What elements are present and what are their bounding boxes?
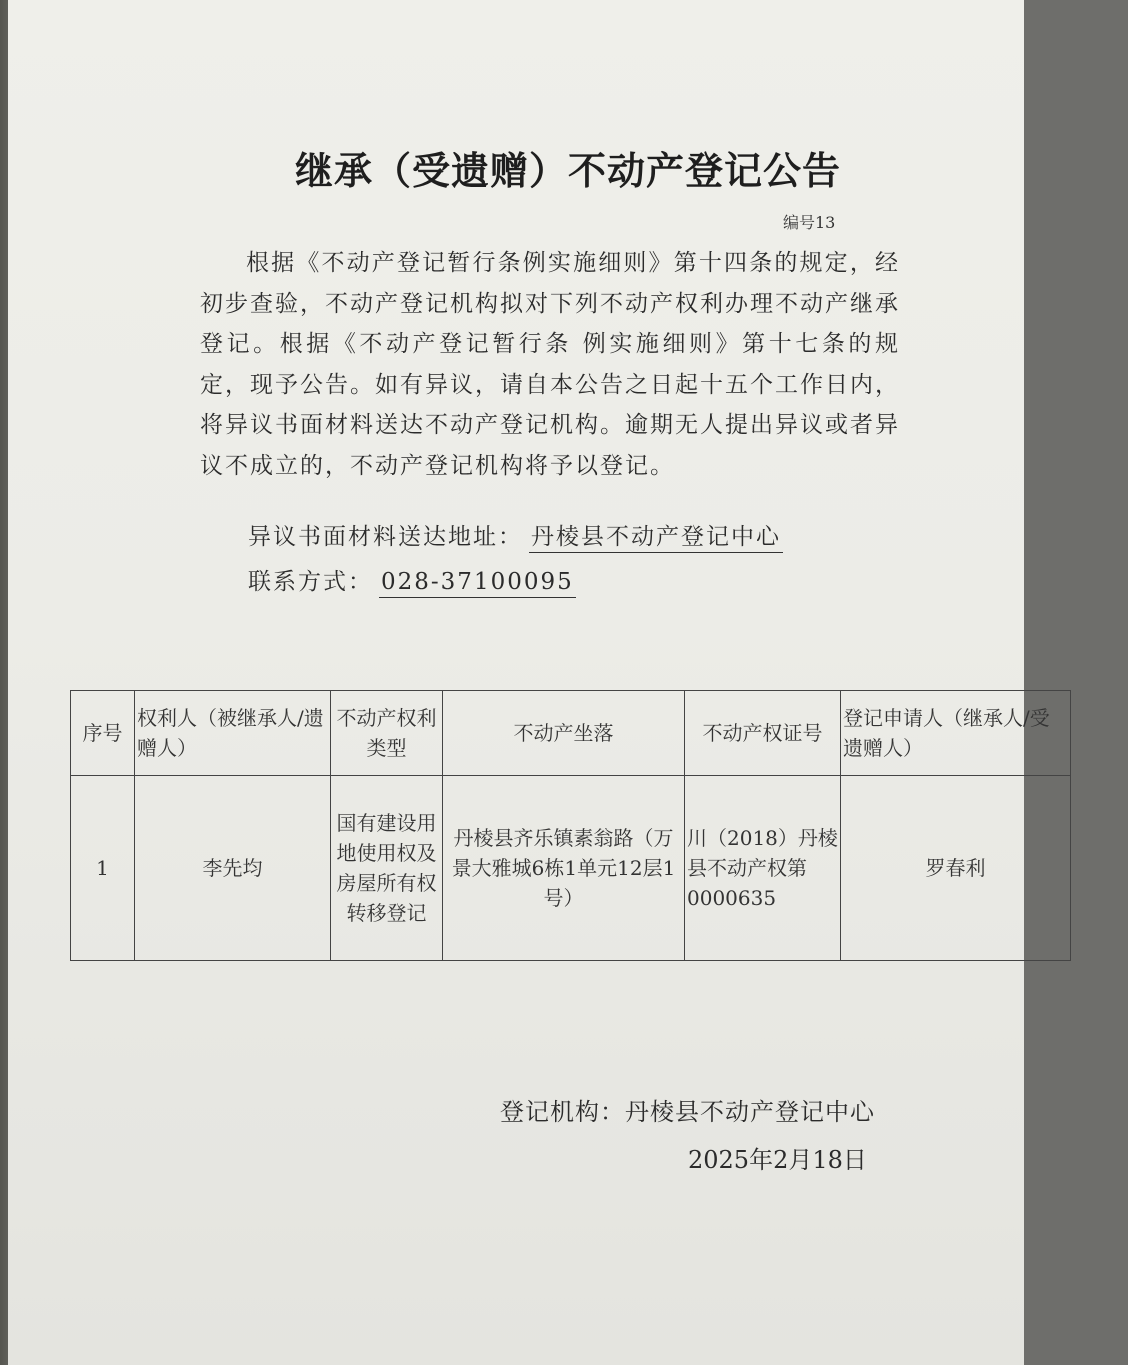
registration-authority: 登记机构：丹棱县不动产登记中心 <box>500 1098 875 1126</box>
contact-label: 联系方式： <box>248 569 373 595</box>
header-type: 不动产权利类型 <box>331 691 443 776</box>
cell-seq: 1 <box>71 776 135 961</box>
header-certificate: 不动产权证号 <box>685 691 841 776</box>
property-table <box>70 690 1071 961</box>
header-location: 不动产坐落 <box>443 691 685 776</box>
cell-owner: 李先均 <box>135 776 331 961</box>
cell-location: 丹棱县齐乐镇素翁路（万景大雅城6栋1单元12层1号） <box>443 776 685 961</box>
table-row <box>71 776 1071 961</box>
contact-info <box>248 563 576 596</box>
notice-body: 根据《不动产登记暂行条例实施细则》第十四条的规定，经初步查验，不动产登记机构拟对下列不动产权利办理不动产继承登记。根据《不动产登记暂行条 例实施细则》第十七条的规定，现予公告。如有异议，请自本公告之日起十五个工作日内，将异议书面材料送达不动产登记机构。逾期无人提出异议或者异议不成立的，不动产登记机构将予以登记。 <box>200 250 900 479</box>
cell-type: 国有建设用地使用权及房屋所有权转移登记 <box>331 776 443 961</box>
header-applicant: 登记申请人（继承人/受遗赠人） <box>841 691 1071 776</box>
objection-address-label: 异议书面材料送达地址： <box>248 524 523 550</box>
cell-applicant: 罗春利 <box>841 776 1071 961</box>
contact-phone: 028-37100095 <box>379 569 576 598</box>
cell-certificate: 川（2018）丹棱县不动产权第0000635 <box>685 776 841 961</box>
property-table-wrap <box>70 690 1050 961</box>
notice-date: 2025年2月18日 <box>688 1146 867 1174</box>
notice-document <box>8 0 1050 1365</box>
document-number: 编号13 <box>783 213 836 232</box>
header-seq: 序号 <box>71 691 135 776</box>
document-title: 继承（受遗赠）不动产登记公告 <box>294 148 841 193</box>
header-owner: 权利人（被继承人/遗赠人） <box>135 691 331 776</box>
objection-address-value: 丹棱县不动产登记中心 <box>529 524 783 553</box>
table-header-row <box>71 691 1071 776</box>
objection-address <box>248 518 783 551</box>
